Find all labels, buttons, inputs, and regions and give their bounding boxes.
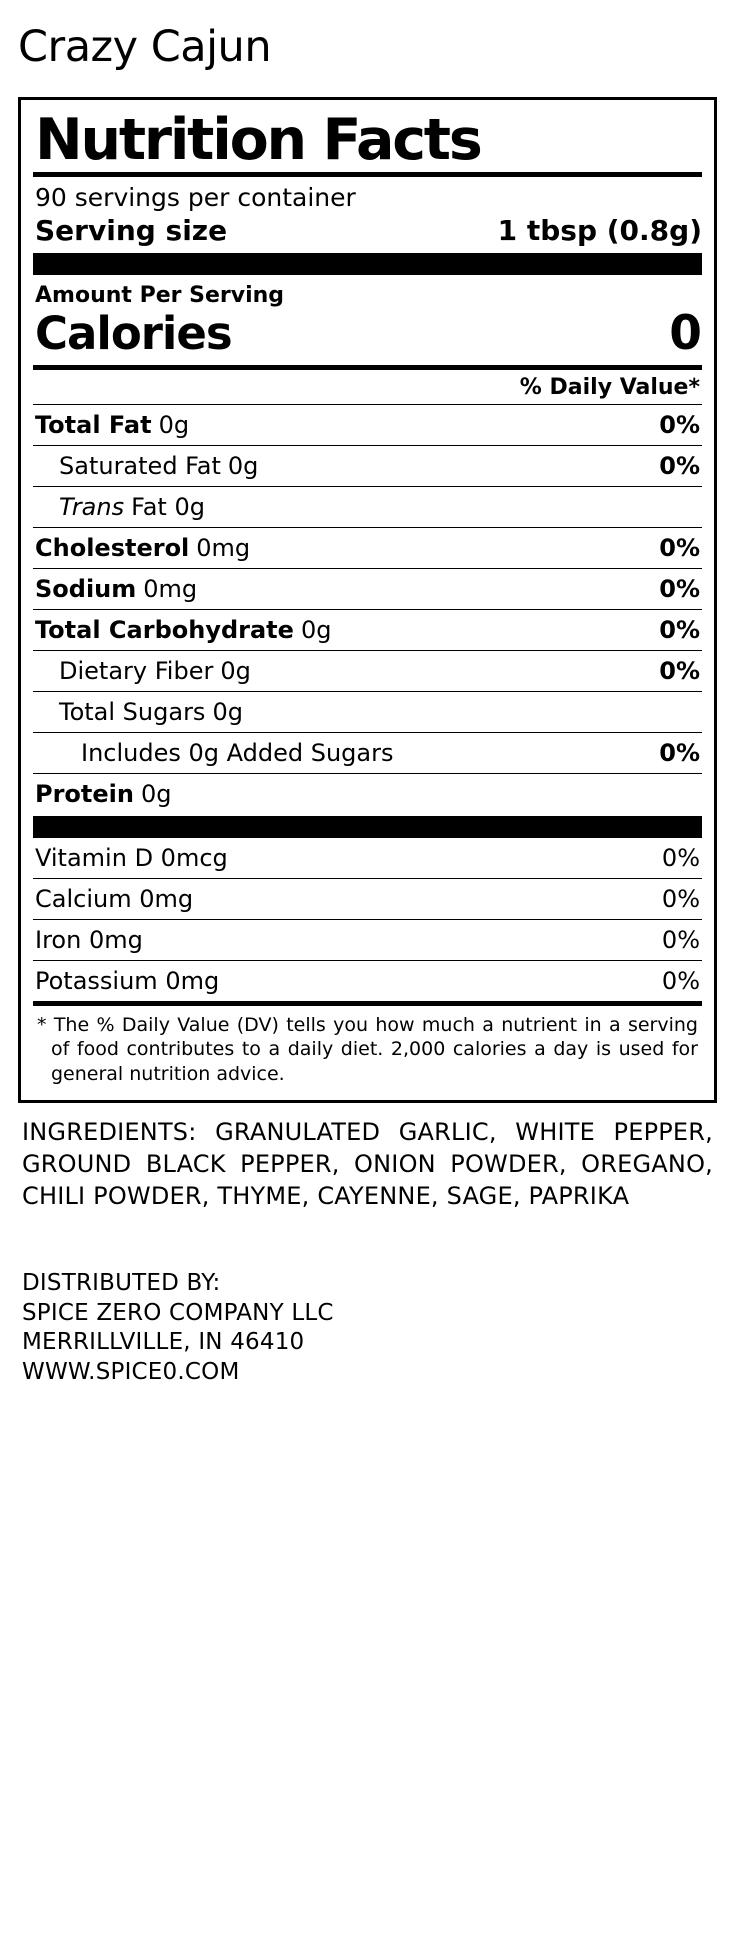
nutrient-label: Cholesterol — [35, 534, 190, 562]
nutrient-label: Total Sugars — [59, 698, 206, 726]
nutrient-amount: 0mg — [196, 534, 251, 562]
nutrient-daily-value: 0% — [659, 739, 700, 767]
nutrient-label: Includes 0g Added Sugars — [81, 739, 394, 767]
micronutrient-label: Iron 0mg — [35, 926, 143, 954]
nutrient-label: Trans — [59, 493, 125, 521]
micronutrient-row — [33, 879, 702, 919]
ingredients-text: INGREDIENTS: GRANULATED GARLIC, WHITE PEPPER, GROUND BLACK PEPPER, ONION POWDER, OREGANO, CHILI POWDER, THYME, CAYENNE, SAGE, PAPRIKA — [22, 1117, 713, 1210]
nutrient-daily-value: 0% — [659, 657, 700, 685]
nutrient-daily-value: 0% — [659, 534, 700, 562]
nutrient-row — [33, 487, 702, 527]
nutrient-amount: 0g — [212, 698, 243, 726]
nutrient-row — [33, 733, 702, 773]
nutrient-amount: 0g — [220, 657, 251, 685]
micronutrient-row — [33, 920, 702, 960]
nutrient-daily-value: 0% — [659, 452, 700, 480]
servings-per-container: 90 servings per container — [35, 183, 356, 212]
calories-label: Calories — [35, 307, 232, 360]
nutrient-row — [33, 569, 702, 609]
nutrient-amount: Fat 0g — [131, 493, 205, 521]
thick-bar-divider — [33, 253, 702, 275]
distributor-company: SPICE ZERO COMPANY LLC — [22, 1299, 334, 1326]
footnote-text: * The % Daily Value (DV) tells you how much a nutrient in a serving of food contributes to a daily diet. 2,000 calories a day is used for general nutrition advice. — [37, 1014, 698, 1085]
distributor-block — [22, 1269, 713, 1389]
nutrient-daily-value: 0% — [659, 411, 700, 439]
nutrient-label: Sodium — [35, 575, 137, 603]
micronutrient-daily-value: 0% — [661, 967, 700, 995]
micronutrient-label: Potassium 0mg — [35, 967, 220, 995]
nutrient-row — [33, 446, 702, 486]
nutrient-amount: 0mg — [143, 575, 198, 603]
nutrient-daily-value: 0% — [659, 575, 700, 603]
nutrient-amount: 0g — [140, 780, 172, 808]
thick-bar-divider — [33, 816, 702, 838]
micronutrient-daily-value: 0% — [661, 844, 700, 872]
serving-size-row — [35, 214, 702, 247]
micronutrient-rows — [33, 838, 702, 1001]
micronutrient-row — [33, 838, 702, 878]
nutrient-row — [33, 651, 702, 691]
nutrition-facts-title: Nutrition Facts — [35, 107, 481, 174]
amount-per-serving-label: Amount Per Serving — [35, 283, 285, 308]
calories-row — [33, 306, 702, 361]
calories-value: 0 — [669, 306, 702, 361]
serving-size-label: Serving size — [35, 214, 228, 247]
nutrient-row — [33, 692, 702, 732]
micronutrient-label: Vitamin D 0mcg — [35, 844, 228, 872]
nutrient-rows — [33, 404, 702, 814]
nutrition-facts-panel — [18, 97, 717, 1103]
nutrient-label: Protein — [35, 780, 134, 808]
nutrient-label: Saturated Fat — [59, 452, 221, 480]
daily-value-header: % Daily Value* — [519, 375, 700, 400]
nutrient-label: Dietary Fiber — [59, 657, 214, 685]
distributor-website: WWW.SPICE0.COM — [22, 1359, 240, 1386]
micronutrient-daily-value: 0% — [661, 885, 700, 913]
micronutrient-row — [33, 961, 702, 1001]
page-title: Crazy Cajun — [18, 22, 272, 72]
nutrient-amount: 0g — [300, 616, 332, 644]
nutrient-row — [33, 774, 702, 814]
distributor-address: MERRILLVILLE, IN 46410 — [22, 1329, 305, 1356]
micronutrient-label: Calcium 0mg — [35, 885, 194, 913]
daily-value-footnote — [33, 1006, 702, 1090]
nutrient-row — [33, 610, 702, 650]
nutrient-row — [33, 405, 702, 445]
nutrient-label: Total Carbohydrate — [35, 616, 294, 644]
micronutrient-daily-value: 0% — [661, 926, 700, 954]
nutrient-row — [33, 528, 702, 568]
distributor-heading: DISTRIBUTED BY: — [22, 1269, 221, 1296]
nutrient-amount: 0g — [158, 411, 190, 439]
serving-size-value: 1 tbsp (0.8g) — [497, 214, 702, 247]
nutrient-label: Total Fat — [35, 411, 152, 439]
nutrient-amount: 0g — [227, 452, 259, 480]
nutrient-daily-value: 0% — [659, 616, 700, 644]
